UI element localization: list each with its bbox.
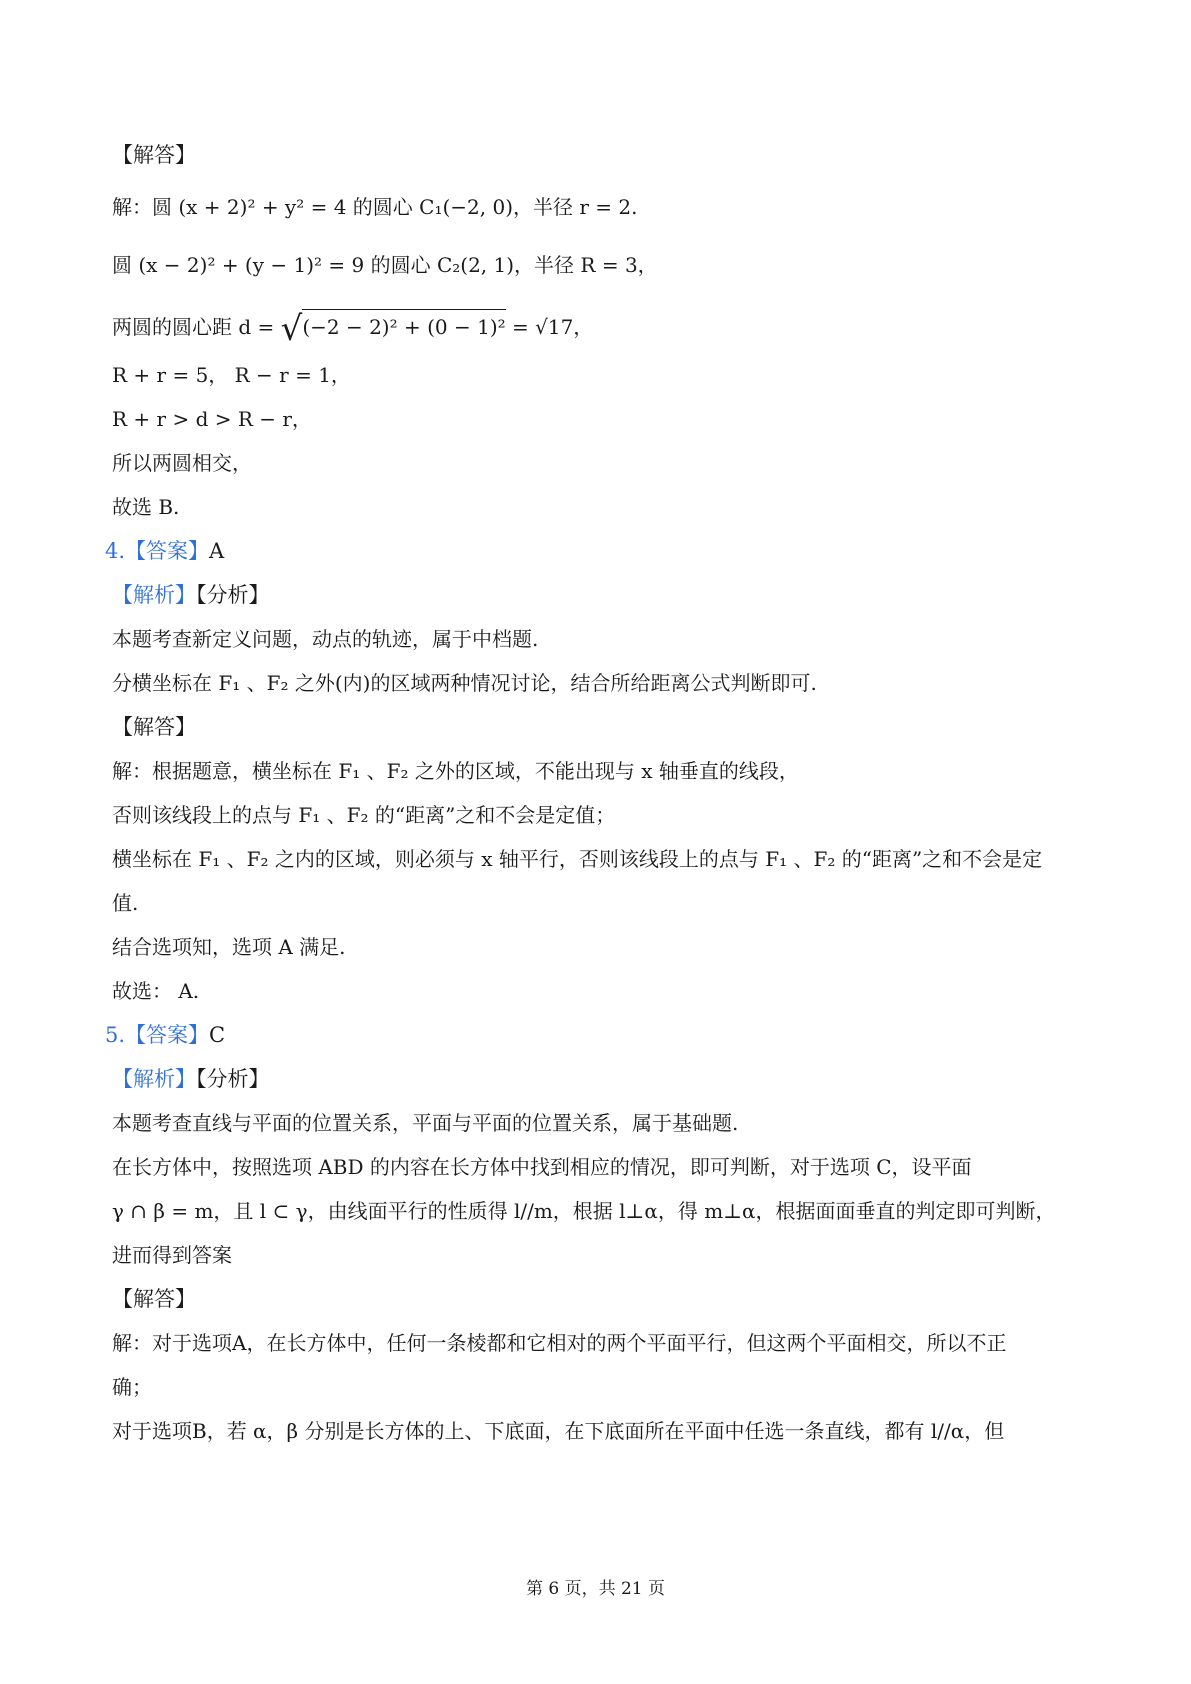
text-line: R + r > d > R − r， [112,407,312,431]
answer-heading-4 [105,536,224,566]
text-line: 解：对于选项A，在长方体中，任何一条棱都和它相对的两个平面平行，但这两个平面相交，所以不正 [112,1331,1007,1355]
text-line: 在长方体中，按照选项 ABD 的内容在长方体中找到相应的情况，即可判断，对于选项 C，设平面 [112,1155,972,1179]
answer-label: 【答案】 [125,1023,210,1047]
analysis-sublabel: 【分析】 [196,583,270,607]
formula-line-distance [112,309,594,349]
answer-label: 【答案】 [125,539,210,563]
question-number: 5. [105,1023,126,1047]
text-line: 圆 (x − 2)² + (y − 1)² = 9 的圆心 C₂(2, 1)，半径 R = 3， [112,253,658,277]
analysis-heading-5 [112,1064,270,1094]
radicand: (−2 − 2)² + (0 − 1)² [302,309,505,342]
text-line: 进而得到答案 [112,1243,232,1267]
text-line: γ ∩ β = m，且 l ⊂ γ，由线面平行的性质得 l//m，根据 l⊥α，得 m⊥α，根据面面垂直的判定即可判断， [112,1199,1056,1223]
text-line: 横坐标在 F₁ 、F₂ 之内的区域，则必须与 x 轴平行，否则该线段上的点与 F₁ 、F₂ 的“距离”之和不会是定 [112,847,1043,871]
text-line: 对于选项B，若 α，β 分别是长方体的上、下底面，在下底面所在平面中任选一条直线，都有 l//α，但 [112,1419,1005,1443]
text-line: 解：根据题意，横坐标在 F₁ 、F₂ 之外的区域，不能出现与 x 轴垂直的线段， [112,759,799,783]
section-heading-solution: 【解答】 [112,1287,196,1311]
text-line: 所以两圆相交， [112,451,252,475]
text-line: 解：圆 (x + 2)² + y² = 4 的圆心 C₁(−2, 0)，半径 r = 2. [112,195,638,219]
answer-value: A [209,539,225,563]
section-heading-solution: 【解答】 [112,143,196,167]
text-line: 本题考查新定义问题，动点的轨迹，属于中档题. [112,627,539,651]
page-footer: 第 6 页，共 21 页 [525,1579,666,1599]
text-line: 分横坐标在 F₁ 、F₂ 之外(内)的区域两种情况讨论，结合所给距离公式判断即可. [112,671,817,695]
text-line: 值. [112,891,139,915]
analysis-heading-4 [112,580,270,610]
text-line: 结合选项知，选项 A 满足. [112,935,346,959]
answer-value: C [209,1023,226,1047]
sqrt-expression [280,309,506,349]
text-line: 故选： A. [112,979,200,1003]
analysis-label: 【解析】 [112,583,196,607]
answer-heading-5 [105,1020,225,1050]
section-heading-solution: 【解答】 [112,715,196,739]
text-line: 本题考查直线与平面的位置关系，平面与平面的位置关系，属于基础题. [112,1111,739,1135]
radical-sign: √ [280,309,303,349]
analysis-sublabel: 【分析】 [196,1067,270,1091]
text-line: 否则该线段上的点与 F₁ 、F₂ 的“距离”之和不会是定值； [112,803,616,827]
text-line: 确； [112,1375,152,1399]
question-number: 4. [105,539,126,563]
text-line: 故选 B. [112,495,180,519]
text-line: R + r = 5， R − r = 1， [112,363,351,387]
text-fragment: = √17， [505,315,594,339]
analysis-label: 【解析】 [112,1067,196,1091]
text-fragment: 两圆的圆心距 d = [112,315,281,339]
